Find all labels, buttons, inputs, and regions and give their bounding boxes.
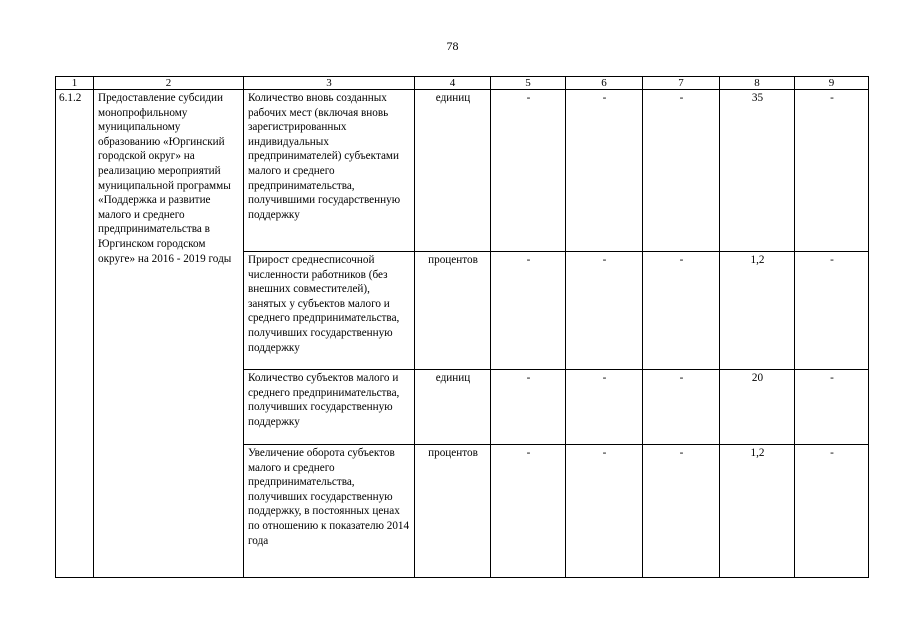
value-cell: 35: [720, 90, 795, 252]
unit-cell: процентов: [415, 445, 491, 578]
value-cell: -: [566, 252, 643, 370]
value-cell: -: [491, 90, 566, 252]
page-number: 78: [446, 39, 459, 53]
indicator-name: Количество субъектов малого и среднего предпринимательства, получивших государственную поддержку: [244, 370, 415, 445]
indicators-table: [55, 76, 869, 578]
event-name: Предоставление субсидии монопрофильному муниципальному образованию «Юргинский городской округ» на реализацию мероприятий муниципальной программы «Поддержка и развитие малого и среднего предпринимательства в Юргинском городском округе» на 2016 - 2019 годы: [94, 90, 244, 578]
value-cell: -: [491, 370, 566, 445]
column-header: 6: [566, 77, 643, 90]
value-cell: 20: [720, 370, 795, 445]
value-cell: 1,2: [720, 445, 795, 578]
indicator-name: Прирост среднесписочной численности работников (без внешних совместителей), занятых у субъектов малого и среднего предпринимательства, получивших государственную поддержку: [244, 252, 415, 370]
unit-cell: единиц: [415, 370, 491, 445]
column-header: 5: [491, 77, 566, 90]
value-cell: -: [795, 252, 869, 370]
indicator-name: Количество вновь созданных рабочих мест (включая вновь зарегистрированных индивидуальных предпринимателей) субъектами малого и среднего предпринимательства, получившими государственную поддержку: [244, 90, 415, 252]
column-header: 7: [643, 77, 720, 90]
value-cell: -: [491, 445, 566, 578]
value-cell: -: [795, 370, 869, 445]
value-cell: 1,2: [720, 252, 795, 370]
value-cell: -: [643, 252, 720, 370]
value-cell: -: [566, 370, 643, 445]
value-cell: -: [566, 90, 643, 252]
value-cell: -: [491, 252, 566, 370]
column-header: 9: [795, 77, 869, 90]
column-header: 3: [244, 77, 415, 90]
column-header: 4: [415, 77, 491, 90]
indicator-name: Увеличение оборота субъектов малого и среднего предпринимательства, получивших государственную поддержку, в постоянных ценах по отношению к показателю 2014 года: [244, 445, 415, 578]
unit-cell: процентов: [415, 252, 491, 370]
column-header: 1: [56, 77, 94, 90]
header-row: [56, 77, 869, 90]
row-code: 6.1.2: [56, 90, 94, 578]
value-cell: -: [566, 445, 643, 578]
column-header: 8: [720, 77, 795, 90]
unit-cell: единиц: [415, 90, 491, 252]
column-header: 2: [94, 77, 244, 90]
value-cell: -: [795, 90, 869, 252]
value-cell: -: [643, 370, 720, 445]
value-cell: -: [643, 90, 720, 252]
value-cell: -: [643, 445, 720, 578]
value-cell: -: [795, 445, 869, 578]
table-row: [56, 90, 869, 252]
